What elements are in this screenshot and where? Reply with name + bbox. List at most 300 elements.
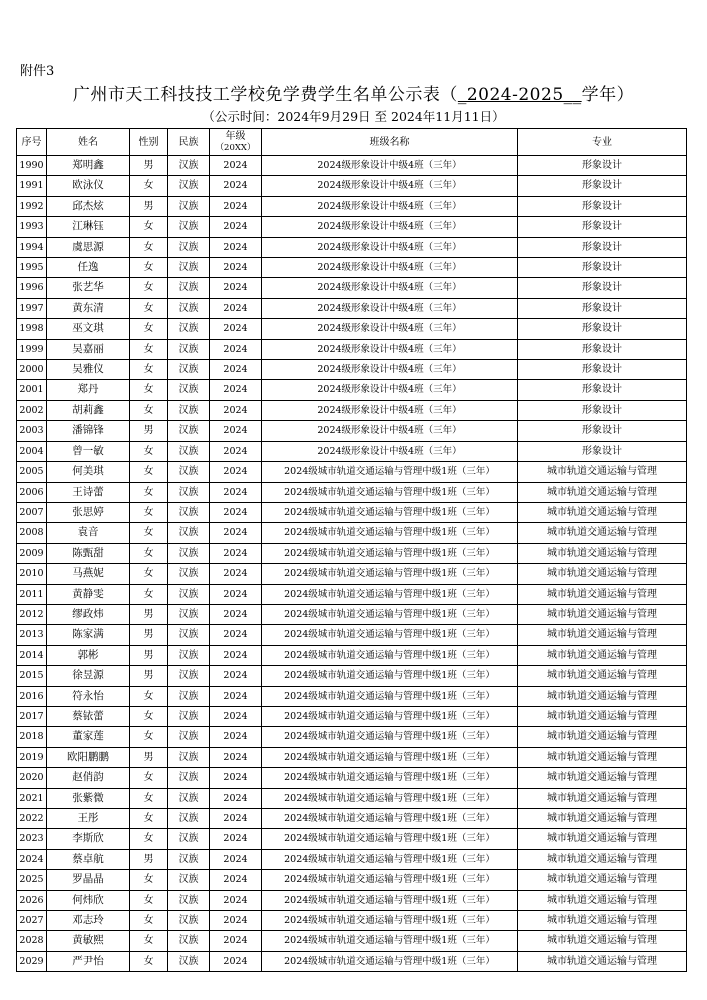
major-cell: 形象设计 xyxy=(518,441,687,461)
table-row xyxy=(17,890,687,910)
student-list-table xyxy=(16,128,687,972)
seq-cell: 1995 xyxy=(17,258,47,278)
table-row xyxy=(17,217,687,237)
gender-cell: 女 xyxy=(130,217,168,237)
major-cell: 城市轨道交通运输与管理 xyxy=(518,911,687,931)
grade-cell: 2024 xyxy=(210,645,262,665)
seq-cell: 2021 xyxy=(17,788,47,808)
major-cell: 城市轨道交通运输与管理 xyxy=(518,645,687,665)
major-cell: 形象设计 xyxy=(518,176,687,196)
grade-cell: 2024 xyxy=(210,625,262,645)
seq-cell: 2029 xyxy=(17,951,47,971)
gender-cell: 女 xyxy=(130,911,168,931)
major-cell: 城市轨道交通运输与管理 xyxy=(518,523,687,543)
class-cell: 2024级城市轨道交通运输与管理中级1班（三年） xyxy=(262,482,518,502)
gender-cell: 女 xyxy=(130,584,168,604)
table-row xyxy=(17,298,687,318)
gender-cell: 男 xyxy=(130,849,168,869)
gender-cell: 女 xyxy=(130,788,168,808)
grade-cell: 2024 xyxy=(210,237,262,257)
major-cell: 形象设计 xyxy=(518,339,687,359)
major-cell: 形象设计 xyxy=(518,319,687,339)
gender-cell: 女 xyxy=(130,543,168,563)
name-cell: 张艺华 xyxy=(47,278,130,298)
name-cell: 吴雅仪 xyxy=(47,360,130,380)
grade-cell: 2024 xyxy=(210,768,262,788)
seq-cell: 2028 xyxy=(17,931,47,951)
table-row xyxy=(17,686,687,706)
gender-cell: 女 xyxy=(130,727,168,747)
table-row xyxy=(17,176,687,196)
ethnicity-cell: 汉族 xyxy=(168,217,210,237)
document-title xyxy=(0,80,707,105)
ethnicity-cell: 汉族 xyxy=(168,686,210,706)
class-cell: 2024级城市轨道交通运输与管理中级1班（三年） xyxy=(262,502,518,522)
gender-cell: 女 xyxy=(130,951,168,971)
seq-cell: 2026 xyxy=(17,890,47,910)
table-row xyxy=(17,278,687,298)
gender-cell: 女 xyxy=(130,768,168,788)
name-cell: 何炜欣 xyxy=(47,890,130,910)
ethnicity-cell: 汉族 xyxy=(168,951,210,971)
major-cell: 城市轨道交通运输与管理 xyxy=(518,727,687,747)
seq-cell: 1999 xyxy=(17,339,47,359)
class-cell: 2024级城市轨道交通运输与管理中级1班（三年） xyxy=(262,584,518,604)
grade-cell: 2024 xyxy=(210,217,262,237)
ethnicity-cell: 汉族 xyxy=(168,441,210,461)
gender-cell: 女 xyxy=(130,298,168,318)
class-cell: 2024级形象设计中级4班（三年） xyxy=(262,339,518,359)
table-row xyxy=(17,809,687,829)
table-row xyxy=(17,258,687,278)
ethnicity-cell: 汉族 xyxy=(168,911,210,931)
name-cell: 符永怡 xyxy=(47,686,130,706)
class-cell: 2024级城市轨道交通运输与管理中级1班（三年） xyxy=(262,686,518,706)
grade-cell: 2024 xyxy=(210,564,262,584)
name-cell: 郭彬 xyxy=(47,645,130,665)
grade-cell: 2024 xyxy=(210,870,262,890)
class-cell: 2024级形象设计中级4班（三年） xyxy=(262,217,518,237)
seq-cell: 2023 xyxy=(17,829,47,849)
class-cell: 2024级城市轨道交通运输与管理中级1班（三年） xyxy=(262,727,518,747)
table-row xyxy=(17,380,687,400)
name-cell: 吴嘉丽 xyxy=(47,339,130,359)
class-cell: 2024级城市轨道交通运输与管理中级1班（三年） xyxy=(262,829,518,849)
name-cell: 潘锦锋 xyxy=(47,421,130,441)
grade-cell: 2024 xyxy=(210,584,262,604)
gender-cell: 女 xyxy=(130,400,168,420)
class-cell: 2024级形象设计中级4班（三年） xyxy=(262,319,518,339)
seq-cell: 1994 xyxy=(17,237,47,257)
table-row xyxy=(17,788,687,808)
ethnicity-cell: 汉族 xyxy=(168,298,210,318)
table-row xyxy=(17,523,687,543)
grade-cell: 2024 xyxy=(210,339,262,359)
major-cell: 形象设计 xyxy=(518,421,687,441)
table-row xyxy=(17,339,687,359)
class-cell: 2024级城市轨道交通运输与管理中级1班（三年） xyxy=(262,604,518,624)
ethnicity-cell: 汉族 xyxy=(168,706,210,726)
grade-cell: 2024 xyxy=(210,400,262,420)
class-cell: 2024级城市轨道交通运输与管理中级1班（三年） xyxy=(262,768,518,788)
gender-cell: 女 xyxy=(130,339,168,359)
grade-cell: 2024 xyxy=(210,890,262,910)
class-cell: 2024级城市轨道交通运输与管理中级1班（三年） xyxy=(262,462,518,482)
grade-cell: 2024 xyxy=(210,747,262,767)
seq-cell: 2016 xyxy=(17,686,47,706)
gender-cell: 女 xyxy=(130,278,168,298)
table-row xyxy=(17,727,687,747)
major-cell: 城市轨道交通运输与管理 xyxy=(518,706,687,726)
gender-cell: 女 xyxy=(130,462,168,482)
major-cell: 形象设计 xyxy=(518,217,687,237)
name-cell: 欧阳鹏鹏 xyxy=(47,747,130,767)
gender-cell: 女 xyxy=(130,523,168,543)
gender-cell: 女 xyxy=(130,829,168,849)
table-row xyxy=(17,951,687,971)
grade-cell: 2024 xyxy=(210,360,262,380)
ethnicity-cell: 汉族 xyxy=(168,523,210,543)
gender-cell: 男 xyxy=(130,156,168,176)
name-cell: 赵俏韵 xyxy=(47,768,130,788)
gender-cell: 女 xyxy=(130,441,168,461)
ethnicity-cell: 汉族 xyxy=(168,768,210,788)
header-grade-line2: （20XX） xyxy=(215,142,256,153)
class-cell: 2024级城市轨道交通运输与管理中级1班（三年） xyxy=(262,951,518,971)
ethnicity-cell: 汉族 xyxy=(168,809,210,829)
ethnicity-cell: 汉族 xyxy=(168,502,210,522)
major-cell: 形象设计 xyxy=(518,298,687,318)
ethnicity-cell: 汉族 xyxy=(168,666,210,686)
seq-cell: 2012 xyxy=(17,604,47,624)
grade-cell: 2024 xyxy=(210,931,262,951)
seq-cell: 1998 xyxy=(17,319,47,339)
seq-cell: 2004 xyxy=(17,441,47,461)
name-cell: 胡莉鑫 xyxy=(47,400,130,420)
grade-cell: 2024 xyxy=(210,911,262,931)
seq-cell: 2007 xyxy=(17,502,47,522)
class-cell: 2024级形象设计中级4班（三年） xyxy=(262,441,518,461)
table-row xyxy=(17,931,687,951)
name-cell: 陈家满 xyxy=(47,625,130,645)
grade-cell: 2024 xyxy=(210,809,262,829)
gender-cell: 女 xyxy=(130,686,168,706)
ethnicity-cell: 汉族 xyxy=(168,237,210,257)
class-cell: 2024级城市轨道交通运输与管理中级1班（三年） xyxy=(262,747,518,767)
title-suffix: 学年） xyxy=(581,85,635,105)
seq-cell: 1997 xyxy=(17,298,47,318)
class-cell: 2024级城市轨道交通运输与管理中级1班（三年） xyxy=(262,625,518,645)
table-row xyxy=(17,666,687,686)
ethnicity-cell: 汉族 xyxy=(168,849,210,869)
seq-cell: 2025 xyxy=(17,870,47,890)
name-cell: 黄敏熙 xyxy=(47,931,130,951)
gender-cell: 女 xyxy=(130,890,168,910)
ethnicity-cell: 汉族 xyxy=(168,421,210,441)
grade-cell: 2024 xyxy=(210,421,262,441)
header-seq: 序号 xyxy=(17,129,47,156)
gender-cell: 女 xyxy=(130,176,168,196)
ethnicity-cell: 汉族 xyxy=(168,727,210,747)
name-cell: 严尹怡 xyxy=(47,951,130,971)
seq-cell: 2014 xyxy=(17,645,47,665)
ethnicity-cell: 汉族 xyxy=(168,747,210,767)
grade-cell: 2024 xyxy=(210,298,262,318)
header-gender: 性别 xyxy=(130,129,168,156)
table-row xyxy=(17,482,687,502)
gender-cell: 女 xyxy=(130,237,168,257)
class-cell: 2024级形象设计中级4班（三年） xyxy=(262,298,518,318)
table-row xyxy=(17,768,687,788)
name-cell: 徐昱源 xyxy=(47,666,130,686)
table-row xyxy=(17,360,687,380)
name-cell: 李斯欣 xyxy=(47,829,130,849)
ethnicity-cell: 汉族 xyxy=(168,482,210,502)
major-cell: 形象设计 xyxy=(518,237,687,257)
gender-cell: 女 xyxy=(130,564,168,584)
name-cell: 马燕妮 xyxy=(47,564,130,584)
ethnicity-cell: 汉族 xyxy=(168,584,210,604)
table-row xyxy=(17,462,687,482)
ethnicity-cell: 汉族 xyxy=(168,462,210,482)
grade-cell: 2024 xyxy=(210,258,262,278)
class-cell: 2024级城市轨道交通运输与管理中级1班（三年） xyxy=(262,809,518,829)
name-cell: 欧泳仪 xyxy=(47,176,130,196)
table-row xyxy=(17,645,687,665)
title-prefix: 广州市天工科技技工学校免学费学生名单公示表（ xyxy=(72,85,458,105)
gender-cell: 女 xyxy=(130,360,168,380)
ethnicity-cell: 汉族 xyxy=(168,156,210,176)
seq-cell: 2015 xyxy=(17,666,47,686)
class-cell: 2024级城市轨道交通运输与管理中级1班（三年） xyxy=(262,911,518,931)
seq-cell: 1996 xyxy=(17,278,47,298)
gender-cell: 女 xyxy=(130,706,168,726)
gender-cell: 女 xyxy=(130,931,168,951)
name-cell: 袁音 xyxy=(47,523,130,543)
seq-cell: 2013 xyxy=(17,625,47,645)
title-school-year: _2024-2025__ xyxy=(457,85,582,105)
name-cell: 巫文琪 xyxy=(47,319,130,339)
class-cell: 2024级形象设计中级4班（三年） xyxy=(262,176,518,196)
name-cell: 任逸 xyxy=(47,258,130,278)
name-cell: 王彤 xyxy=(47,809,130,829)
table-row xyxy=(17,237,687,257)
name-cell: 蔡卓航 xyxy=(47,849,130,869)
major-cell: 城市轨道交通运输与管理 xyxy=(518,788,687,808)
table-body xyxy=(17,156,687,972)
name-cell: 郑明鑫 xyxy=(47,156,130,176)
table-row xyxy=(17,319,687,339)
major-cell: 城市轨道交通运输与管理 xyxy=(518,604,687,624)
class-cell: 2024级形象设计中级4班（三年） xyxy=(262,237,518,257)
name-cell: 虞思源 xyxy=(47,237,130,257)
ethnicity-cell: 汉族 xyxy=(168,564,210,584)
ethnicity-cell: 汉族 xyxy=(168,400,210,420)
major-cell: 城市轨道交通运输与管理 xyxy=(518,625,687,645)
header-grade-line1: 年级 xyxy=(225,130,246,142)
major-cell: 城市轨道交通运输与管理 xyxy=(518,482,687,502)
seq-cell: 1993 xyxy=(17,217,47,237)
ethnicity-cell: 汉族 xyxy=(168,319,210,339)
name-cell: 陈甄甜 xyxy=(47,543,130,563)
gender-cell: 女 xyxy=(130,809,168,829)
seq-cell: 2022 xyxy=(17,809,47,829)
gender-cell: 男 xyxy=(130,645,168,665)
ethnicity-cell: 汉族 xyxy=(168,604,210,624)
table-row xyxy=(17,156,687,176)
major-cell: 形象设计 xyxy=(518,258,687,278)
class-cell: 2024级城市轨道交通运输与管理中级1班（三年） xyxy=(262,931,518,951)
table-row xyxy=(17,400,687,420)
grade-cell: 2024 xyxy=(210,380,262,400)
seq-cell: 2027 xyxy=(17,911,47,931)
major-cell: 形象设计 xyxy=(518,278,687,298)
name-cell: 缪政炜 xyxy=(47,604,130,624)
major-cell: 城市轨道交通运输与管理 xyxy=(518,870,687,890)
table-row xyxy=(17,441,687,461)
class-cell: 2024级城市轨道交通运输与管理中级1班（三年） xyxy=(262,523,518,543)
gender-cell: 女 xyxy=(130,380,168,400)
table-header-row xyxy=(17,129,687,156)
major-cell: 城市轨道交通运输与管理 xyxy=(518,502,687,522)
table-row xyxy=(17,543,687,563)
grade-cell: 2024 xyxy=(210,951,262,971)
class-cell: 2024级形象设计中级4班（三年） xyxy=(262,258,518,278)
major-cell: 形象设计 xyxy=(518,380,687,400)
gender-cell: 男 xyxy=(130,604,168,624)
seq-cell: 1991 xyxy=(17,176,47,196)
gender-cell: 女 xyxy=(130,258,168,278)
major-cell: 城市轨道交通运输与管理 xyxy=(518,686,687,706)
class-cell: 2024级形象设计中级4班（三年） xyxy=(262,421,518,441)
major-cell: 城市轨道交通运输与管理 xyxy=(518,666,687,686)
class-cell: 2024级城市轨道交通运输与管理中级1班（三年） xyxy=(262,788,518,808)
class-cell: 2024级形象设计中级4班（三年） xyxy=(262,360,518,380)
major-cell: 城市轨道交通运输与管理 xyxy=(518,768,687,788)
class-cell: 2024级形象设计中级4班（三年） xyxy=(262,400,518,420)
grade-cell: 2024 xyxy=(210,482,262,502)
seq-cell: 2001 xyxy=(17,380,47,400)
major-cell: 形象设计 xyxy=(518,196,687,216)
major-cell: 城市轨道交通运输与管理 xyxy=(518,809,687,829)
major-cell: 形象设计 xyxy=(518,400,687,420)
ethnicity-cell: 汉族 xyxy=(168,543,210,563)
header-name: 姓名 xyxy=(47,129,130,156)
gender-cell: 男 xyxy=(130,421,168,441)
grade-cell: 2024 xyxy=(210,156,262,176)
seq-cell: 2011 xyxy=(17,584,47,604)
major-cell: 城市轨道交通运输与管理 xyxy=(518,931,687,951)
seq-cell: 2005 xyxy=(17,462,47,482)
seq-cell: 2003 xyxy=(17,421,47,441)
grade-cell: 2024 xyxy=(210,441,262,461)
gender-cell: 男 xyxy=(130,196,168,216)
grade-cell: 2024 xyxy=(210,278,262,298)
table-row xyxy=(17,625,687,645)
name-cell: 邓志玲 xyxy=(47,911,130,931)
major-cell: 城市轨道交通运输与管理 xyxy=(518,951,687,971)
seq-cell: 1992 xyxy=(17,196,47,216)
gender-cell: 男 xyxy=(130,625,168,645)
class-cell: 2024级形象设计中级4班（三年） xyxy=(262,380,518,400)
seq-cell: 2020 xyxy=(17,768,47,788)
grade-cell: 2024 xyxy=(210,176,262,196)
name-cell: 郑丹 xyxy=(47,380,130,400)
name-cell: 黄静雯 xyxy=(47,584,130,604)
seq-cell: 2019 xyxy=(17,747,47,767)
seq-cell: 2024 xyxy=(17,849,47,869)
gender-cell: 女 xyxy=(130,502,168,522)
name-cell: 蔡铱蕾 xyxy=(47,706,130,726)
ethnicity-cell: 汉族 xyxy=(168,360,210,380)
class-cell: 2024级城市轨道交通运输与管理中级1班（三年） xyxy=(262,706,518,726)
table-row xyxy=(17,584,687,604)
seq-cell: 2000 xyxy=(17,360,47,380)
name-cell: 董家莲 xyxy=(47,727,130,747)
header-ethnicity: 民族 xyxy=(168,129,210,156)
header-major: 专业 xyxy=(518,129,687,156)
seq-cell: 2008 xyxy=(17,523,47,543)
table-row xyxy=(17,502,687,522)
gender-cell: 男 xyxy=(130,747,168,767)
gender-cell: 男 xyxy=(130,666,168,686)
class-cell: 2024级形象设计中级4班（三年） xyxy=(262,196,518,216)
ethnicity-cell: 汉族 xyxy=(168,176,210,196)
class-cell: 2024级城市轨道交通运输与管理中级1班（三年） xyxy=(262,666,518,686)
gender-cell: 女 xyxy=(130,870,168,890)
attachment-label: 附件3 xyxy=(20,64,55,79)
grade-cell: 2024 xyxy=(210,788,262,808)
ethnicity-cell: 汉族 xyxy=(168,339,210,359)
class-cell: 2024级城市轨道交通运输与管理中级1班（三年） xyxy=(262,870,518,890)
seq-cell: 2009 xyxy=(17,543,47,563)
name-cell: 王诗蕾 xyxy=(47,482,130,502)
seq-cell: 2018 xyxy=(17,727,47,747)
major-cell: 形象设计 xyxy=(518,360,687,380)
table-row xyxy=(17,421,687,441)
class-cell: 2024级城市轨道交通运输与管理中级1班（三年） xyxy=(262,543,518,563)
ethnicity-cell: 汉族 xyxy=(168,870,210,890)
name-cell: 张思婷 xyxy=(47,502,130,522)
major-cell: 城市轨道交通运输与管理 xyxy=(518,543,687,563)
publicity-period: （公示时间：2024年9月29日 至 2024年11月11日） xyxy=(202,109,505,124)
grade-cell: 2024 xyxy=(210,523,262,543)
table-row xyxy=(17,849,687,869)
seq-cell: 1990 xyxy=(17,156,47,176)
table-row xyxy=(17,564,687,584)
seq-cell: 2010 xyxy=(17,564,47,584)
name-cell: 曾一敏 xyxy=(47,441,130,461)
table-row xyxy=(17,870,687,890)
table-row xyxy=(17,829,687,849)
grade-cell: 2024 xyxy=(210,604,262,624)
gender-cell: 女 xyxy=(130,482,168,502)
grade-cell: 2024 xyxy=(210,849,262,869)
grade-cell: 2024 xyxy=(210,462,262,482)
gender-cell: 女 xyxy=(130,319,168,339)
grade-cell: 2024 xyxy=(210,196,262,216)
seq-cell: 2006 xyxy=(17,482,47,502)
ethnicity-cell: 汉族 xyxy=(168,196,210,216)
major-cell: 形象设计 xyxy=(518,156,687,176)
class-cell: 2024级城市轨道交通运输与管理中级1班（三年） xyxy=(262,890,518,910)
major-cell: 城市轨道交通运输与管理 xyxy=(518,829,687,849)
grade-cell: 2024 xyxy=(210,727,262,747)
ethnicity-cell: 汉族 xyxy=(168,931,210,951)
ethnicity-cell: 汉族 xyxy=(168,278,210,298)
table-row xyxy=(17,747,687,767)
grade-cell: 2024 xyxy=(210,666,262,686)
